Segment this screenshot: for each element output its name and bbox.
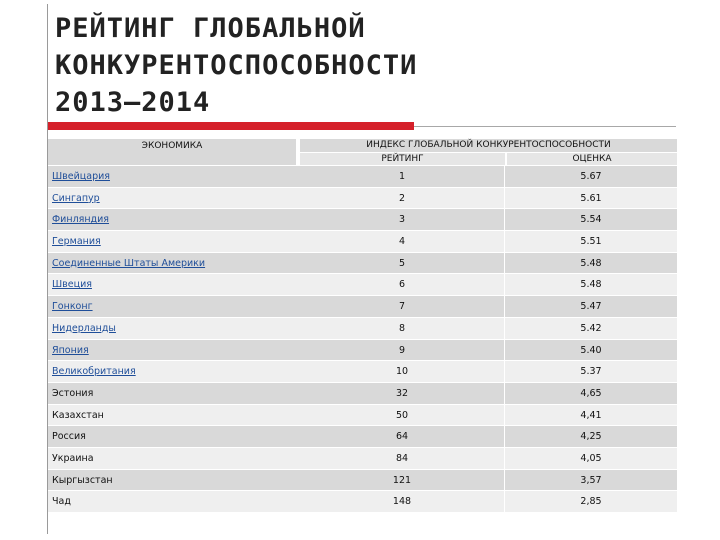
table-row bbox=[48, 188, 677, 210]
header-index: ИНДЕКС ГЛОБАЛЬНОЙ КОНКУРЕНТОСПОСОБНОСТИ bbox=[300, 139, 677, 152]
country-link[interactable]: Великобритания bbox=[52, 366, 136, 378]
score-value: 5.51 bbox=[580, 236, 602, 248]
rank-value: 121 bbox=[300, 470, 505, 491]
country-link[interactable]: Финляндия bbox=[52, 214, 110, 226]
table-row bbox=[48, 209, 677, 231]
score-value: 2,85 bbox=[580, 496, 602, 508]
title-line-3: 2013–2014 bbox=[55, 87, 211, 118]
rank-value: 3 bbox=[300, 209, 505, 230]
table-row bbox=[48, 448, 677, 470]
rank-value: 32 bbox=[300, 383, 505, 404]
table-row bbox=[48, 470, 677, 492]
score-value: 5.47 bbox=[580, 301, 602, 313]
country-name: Чад bbox=[52, 496, 71, 508]
table-row bbox=[48, 318, 677, 340]
country-link[interactable]: Сингапур bbox=[52, 192, 100, 204]
score-value: 5.54 bbox=[580, 214, 602, 226]
rank-value: 10 bbox=[300, 361, 505, 382]
country-link[interactable]: Швейцария bbox=[52, 171, 110, 182]
score-value: 5.40 bbox=[580, 344, 602, 356]
country-name: Россия bbox=[52, 431, 86, 443]
rank-value: 9 bbox=[300, 340, 505, 361]
country-name: Эстония bbox=[52, 387, 94, 399]
header-economy: ЭКОНОМИКА bbox=[48, 139, 296, 165]
table-row bbox=[48, 274, 677, 296]
title-line-2: КОНКУРЕНТОСПОСОБНОСТИ bbox=[55, 50, 418, 81]
header-rank: РЕЙТИНГ bbox=[300, 153, 505, 165]
country-name: Украина bbox=[52, 452, 94, 464]
score-value: 5.48 bbox=[580, 257, 602, 269]
rank-value: 1 bbox=[300, 166, 505, 187]
score-value: 4,65 bbox=[580, 387, 602, 399]
table-row bbox=[48, 253, 677, 275]
score-value: 4,25 bbox=[580, 431, 602, 443]
score-value: 4,05 bbox=[580, 452, 602, 464]
title-divider-line bbox=[414, 126, 676, 127]
country-link[interactable]: Япония bbox=[52, 344, 89, 356]
rank-value: 148 bbox=[300, 491, 505, 512]
score-value: 5.42 bbox=[580, 322, 602, 334]
country-link[interactable]: Гонконг bbox=[52, 301, 93, 313]
country-link[interactable]: Нидерланды bbox=[52, 322, 116, 334]
country-name: Казахстан bbox=[52, 409, 104, 421]
table-row bbox=[48, 383, 677, 405]
table-row bbox=[48, 361, 677, 383]
rank-value: 7 bbox=[300, 296, 505, 317]
table-row bbox=[48, 166, 677, 188]
rank-value: 50 bbox=[300, 405, 505, 426]
score-value: 5.67 bbox=[580, 171, 602, 182]
country-link[interactable]: Соединенные Штаты Америки bbox=[52, 257, 206, 269]
rank-value: 8 bbox=[300, 318, 505, 339]
rank-value: 5 bbox=[300, 253, 505, 274]
rank-value: 64 bbox=[300, 426, 505, 447]
table-row bbox=[48, 491, 677, 513]
title-accent-bar bbox=[48, 122, 414, 130]
table-row bbox=[48, 340, 677, 362]
rank-value: 2 bbox=[300, 188, 505, 209]
title-line-1: РЕЙТИНГ ГЛОБАЛЬНОЙ bbox=[55, 13, 366, 44]
country-link[interactable]: Германия bbox=[52, 236, 101, 248]
table-row bbox=[48, 231, 677, 253]
score-value: 5.37 bbox=[580, 366, 602, 378]
rank-value: 4 bbox=[300, 231, 505, 252]
score-value: 3,57 bbox=[580, 474, 602, 486]
country-name: Кыргызстан bbox=[52, 474, 113, 486]
header-score: ОЦЕНКА bbox=[507, 153, 677, 165]
table-row bbox=[48, 296, 677, 318]
table-row bbox=[48, 405, 677, 427]
country-link[interactable]: Швеция bbox=[52, 279, 92, 291]
ranking-table-body bbox=[48, 166, 677, 513]
score-value: 4,41 bbox=[580, 409, 602, 421]
score-value: 5.61 bbox=[580, 192, 602, 204]
table-row bbox=[48, 426, 677, 448]
rank-value: 6 bbox=[300, 274, 505, 295]
score-value: 5.48 bbox=[580, 279, 602, 291]
slide-title bbox=[55, 10, 417, 121]
rank-value: 84 bbox=[300, 448, 505, 469]
